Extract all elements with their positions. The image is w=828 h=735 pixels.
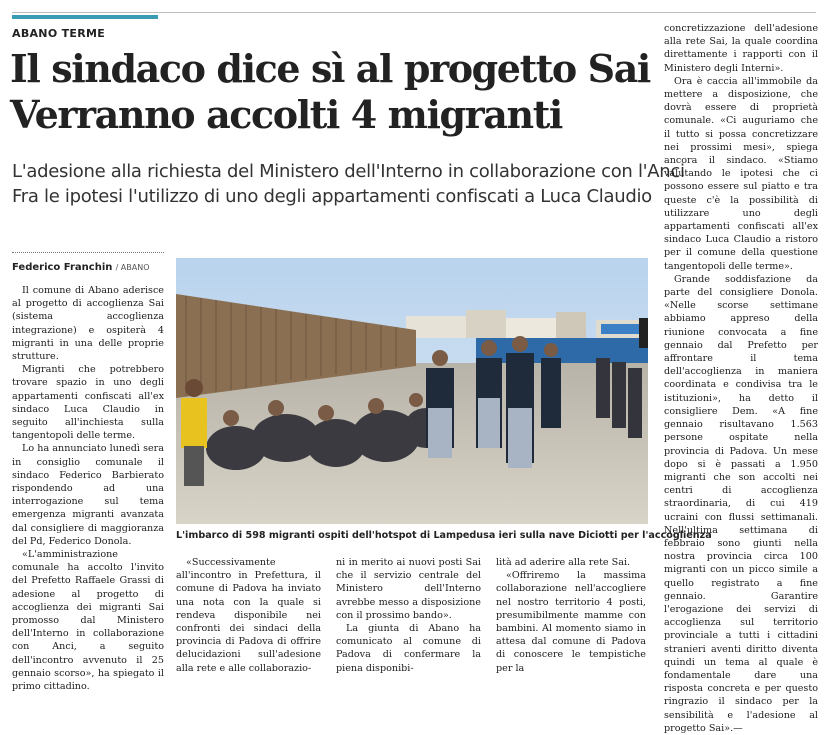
- paragraph: «Offriremo la massima collaborazione nell'accogliere nel nostro territorio 4 posti, presumibilmente mamme con bambini. Al momento siamo in attesa dal comune di Padova di conoscere le tempistiche per la: [496, 570, 646, 674]
- article-column-bottom-2: [336, 556, 481, 675]
- paragraph: Migranti che potrebbero trovare spazio in uno degli appartamenti confiscati all'ex sindaco Luca Claudio in seguito all'inchiesta sulla tangentopoli delle terme.: [12, 364, 164, 442]
- subheadline-line-2: Fra le ipotesi l'utilizzo di uno degli appartamenti confiscati a Luca Claudio: [12, 186, 652, 207]
- paragraph: lità ad aderire alla rete Sai.: [496, 557, 631, 568]
- article-column-left: [12, 284, 164, 693]
- article-column-bottom-1: [176, 556, 321, 675]
- subheadline: [12, 159, 685, 209]
- paragraph: Il comune di Abano aderisce al progetto di accoglienza Sai (sistema accoglienza integrazione) e ospiterà 4 migranti in una delle proprie strutture.: [12, 285, 164, 363]
- paragraph: «Successivamente all'incontro in Prefettura, il comune di Padova ha inviato una nota con la quale si rendeva disponibile nei confronti dei sindaci della provincia di Padova di offrire delucidazioni sull'adesione alla rete e alle collaborazio-: [176, 557, 321, 674]
- byline-location: / ABANO: [115, 263, 150, 272]
- section-label: ABANO TERME: [12, 27, 106, 40]
- byline-author: Federico Franchin: [12, 262, 113, 273]
- photo-illustration: [176, 258, 648, 524]
- paragraph: Ora è caccia all'immobile da mettere a disposizione, che dovrà essere di proprietà comunale. «Ci auguriamo che il tutto si possa concretizzare nei prossimi mesi», spiega ancora il sindaco. «Stiamo valutando le ipotesi che ci possono essere sul piatto e tra queste c'è la possibilità di utilizzare uno degli appartamenti confiscati all'ex sindaco Luca Claudio a ristoro per il comune della questione tangentopoli delle terme».: [664, 75, 818, 272]
- headline-line-2: Verranno accolti 4 migranti: [10, 92, 562, 137]
- paragraph: «L'amministrazione comunale ha accolto l'invito del Prefetto Raffaele Grassi di adesione al progetto di accoglienza dei migranti Sai promosso dal Ministero dell'Interno in collaborazione con Anci, a seguito dell'incontro avvenuto il 25 gennaio scorso», ha spiegato il primo cittadino.: [12, 549, 164, 693]
- byline: [12, 262, 150, 273]
- top-rule: [12, 12, 816, 13]
- paragraph: La giunta di Abano ha comunicato al comune di Padova di confermare la piena disponibi-: [336, 623, 481, 674]
- headline-line-1: Il sindaco dice sì al progetto Sai: [10, 46, 650, 91]
- photo-caption: L'imbarco di 598 migranti ospiti dell'hotspot di Lampedusa ieri sulla nave Diciotti per l'accoglienza: [176, 530, 712, 541]
- article-column-bottom-3: [496, 556, 646, 675]
- news-photo-lampedusa-boarding: [176, 258, 648, 524]
- byline-rule: [12, 252, 164, 253]
- headline: [10, 46, 650, 138]
- section-accent-bar: [12, 15, 158, 19]
- paragraph: concretizzazione dell'adesione alla rete Sai, la quale coordina direttamente i rapporti con il Ministero degli Interni».: [664, 23, 818, 74]
- subheadline-line-1: L'adesione alla richiesta del Ministero dell'Interno in collaborazione con l'Anci: [12, 161, 685, 182]
- article-column-right: [664, 22, 818, 735]
- paragraph: Lo ha annunciato lunedì sera in consiglio comunale il sindaco Federico Barbierato rispondendo ad una interrogazione sul tema emergenza migranti avanzata dal consigliere di maggioranza del Pd, Federico Donola.: [12, 443, 164, 547]
- paragraph: ni in merito ai nuovi posti Sai che il servizio centrale del Ministero dell'Interno avrebbe messo a disposizione con il prossimo bando».: [336, 557, 481, 621]
- paragraph: Grande soddisfazione da parte del consigliere Donola. «Nelle scorse settimane abbiamo appreso della riunione convocata a fine gennaio dal Prefetto per affrontare il tema dell'accoglienza in maniera coordinata e condivisa tra le istituzioni», ha detto il consigliere Dem. «A fine gennaio risultavano 1.563 persone ospitate nella provincia di Padova. Un mese dopo si è passati a 1.950 migranti che son accolti nei centri di accoglienza straordinaria, di cui 419 ucraini con flussi settimanali. Nell'ultima settimana di febbraio sono giunti nella nostra provincia circa 100 migranti con un picco simile a quello registrato a fine gennaio. Garantire l'erogazione dei servizi di accoglienza sul territorio provinciale a tutti i cittadini stranieri aventi diritto diventa quindi un tema al quale è fondamentale dare una risposta concreta e per questo ringrazio il sindaco per la sensibilità e l'adesione al progetto Sai».—: [664, 273, 818, 734]
